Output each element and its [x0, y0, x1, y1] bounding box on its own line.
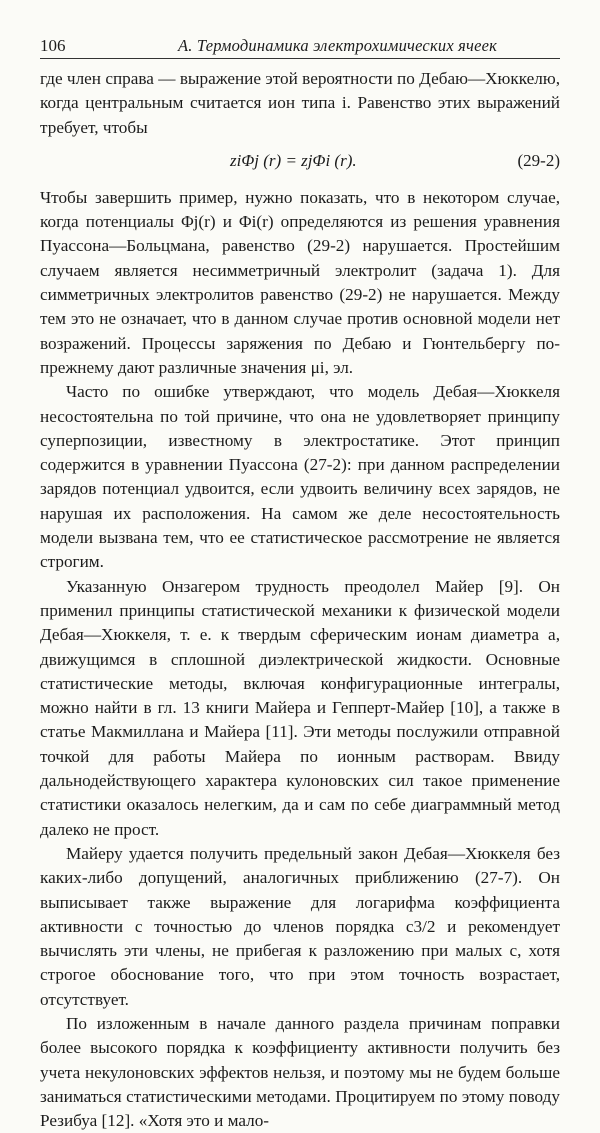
equation: ziΦj (r) = zjΦi (r). [230, 150, 357, 170]
running-title: А. Термодинамика электрохимических ячеек [178, 36, 498, 55]
paragraph: Часто по ошибке утверждают, что модель Дебая—Хюккеля несостоятельна по той причине, что она не удовлетворяет принципу суперпозиции, известному в электростатике. Этот принцип содержится в уравнении Пуассона (27-2): при данном распределении зарядов потенциал удвоится, если удвоить величину всех зарядов, не нарушая их расположения. На самом же деле несостоятельность модели вызвана тем, что ее статистическое рассмотрение не является строгим. [40, 382, 560, 572]
body-text [40, 67, 560, 1133]
page-header [40, 36, 560, 59]
paragraph: Указанную Онзагером трудность преодолел Майер [9]. Он применил принципы статистической механики к физической модели Дебая—Хюккеля, т. е. к твердым сферическим ионам диаметра a, движущимся в сплошной диэлектрической жидкости. Основные статистические методы, включая конфигурационные интегралы, можно найти в гл. 13 книги Майера и Гепперт-Майер [10], а также в статье Макмиллана и Майера [11]. Эти методы послужили отправной точкой для работы Майера по ионным растворам. Ввиду дальнодействующего характера кулоновских сил такое применение статистики оказалось нелегким, да и сам по себе диаграммный метод далеко не прост. [40, 576, 560, 839]
paragraph: Майеру удается получить предельный закон Дебая—Хюккеля без каких-либо допущений, аналогичных приближению (27-7). Он выписывает также выражение для логарифма коэффициента активности с точностью до членов порядка c3/2 и рекомендует вычислять эти члены, не прибегая к разложению при малых c, хотя строгое обоснование того, что при этом точность возрастает, отсутствует. [40, 843, 560, 1009]
equation-block [40, 144, 560, 186]
paragraph: где член справа — выражение этой вероятности по Дебаю—Хюккелю, когда центральным считается ион типа i. Равенство этих выражений требует, чтобы [40, 69, 560, 137]
paragraph: По изложенным в начале данного раздела причинам поправки более высокого порядка к коэффициенту активности получить без учета некулоновских эффектов нельзя, и поэтому мы не будем больше заниматься статистическими методами. Процитируем по этому поводу Резибуа [12]. «Хотя это и мало- [40, 1013, 560, 1131]
equation-number: (29-2) [517, 150, 560, 170]
page-number: 106 [40, 36, 66, 55]
paragraph: Чтобы завершить пример, нужно показать, что в некотором случае, когда потенциалы Φj(r) и Φi(r) определяются из решения уравнения Пуассона—Больцмана, равенство (29-2) нарушается. Простейшим случаем является несимметричный электролит (задача 1). Для симметричных электролитов равенство (29-2) не нарушается. Между тем это не означает, что в данном случае против основной модели нет возражений. Процессы заряжения по Дебаю и Гюнтельбергу по-прежнему дают различные значения μi, эл. [40, 187, 560, 377]
